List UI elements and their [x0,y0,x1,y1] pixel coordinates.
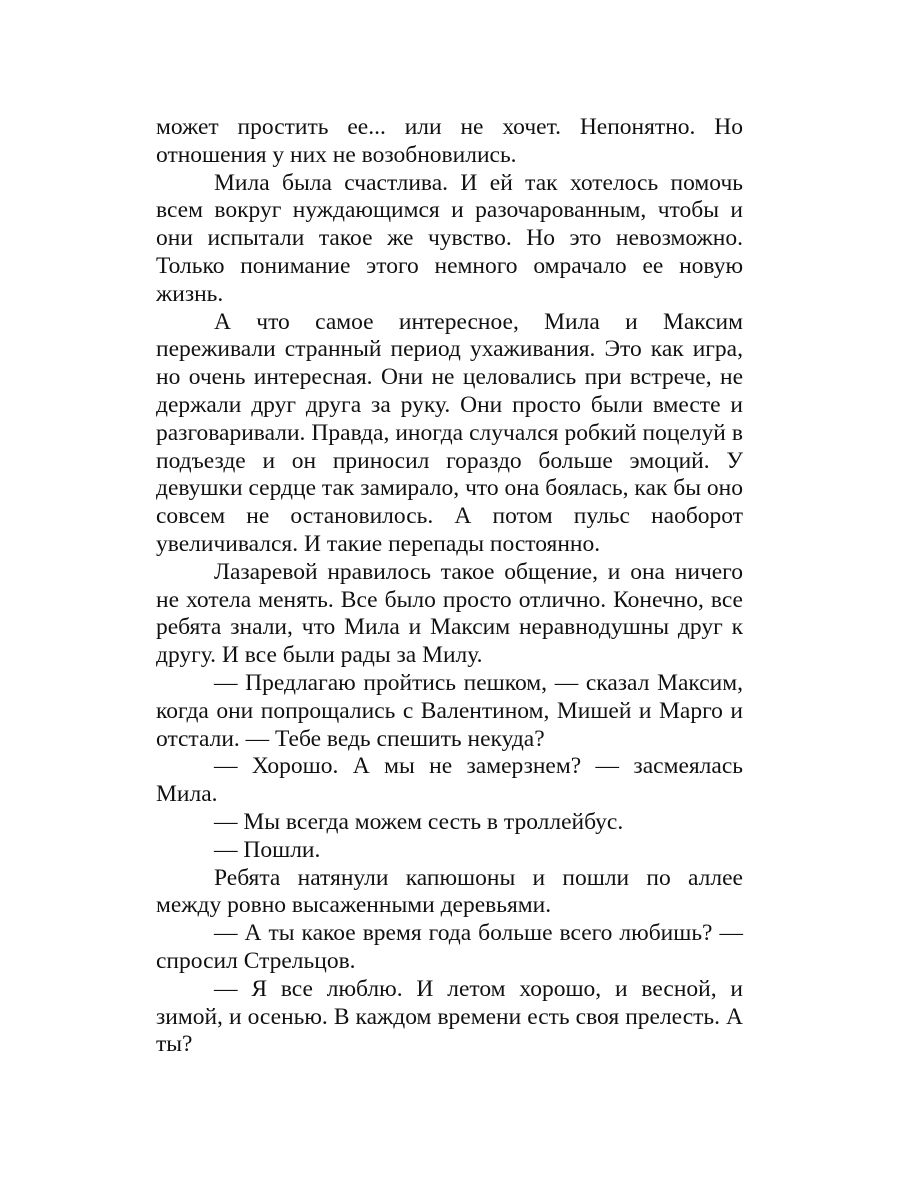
dialogue-line: — А ты какое время года больше всего любишь? — спросил Стрельцов. [156,920,743,974]
paragraph: А что самое интересное, Мила и Максим переживали странный период ухаживания. Это как игра, но очень интересная. Они не целовались при встрече, не держали друг друга за руку. Они просто были вместе и разговаривали. Правда, иногда случался робкий поцелуй в подъезде и он приносил гораздо больше эмоций. У девушки сердце так замирало, что она боялась, как бы оно совсем не остановилось. А потом пульс наоборот увеличивался. И такие перепады постоянно. [156,308,743,557]
paragraph: Мила была счастлива. И ей так хотелось помочь всем вокруг нуждающимся и разочарованным, чтобы и они испытали такое же чувство. Но это невозможно. Только понимание этого немного омрачало ее новую жизнь. [156,169,743,307]
dialogue-line: — Мы всегда можем сесть в троллейбус. [214,808,624,835]
paragraph: Лазаревой нравилось такое общение, и она ничего не хотела менять. Все было просто отлично. Конечно, все ребята знали, что Мила и Максим неравнодушны друг к другу. И все были рады за Милу. [156,558,743,669]
paragraph-continuation: может простить ее... или не хочет. Непонятно. Но отношения у них не возобновились. [156,114,743,168]
page-text [156,114,743,1059]
paragraph: Ребята натянули капюшоны и пошли по аллее между ровно высаженными деревьями. [156,864,743,919]
dialogue-line: — Пошли. [214,836,321,863]
dialogue-line: — Я все люблю. И летом хорошо, и весной, и зимой, и осенью. В каждом времени есть своя прелесть. А ты? [156,975,743,1058]
dialogue-line: — Хорошо. А мы не замерзнем? — засмеялась Мила. [156,753,743,808]
dialogue-line: — Предлагаю пройтись пешком, — сказал Максим, когда они попрощались с Валентином, Мишей и Марго и отстали. — Тебе ведь спешить некуда? [156,669,743,752]
